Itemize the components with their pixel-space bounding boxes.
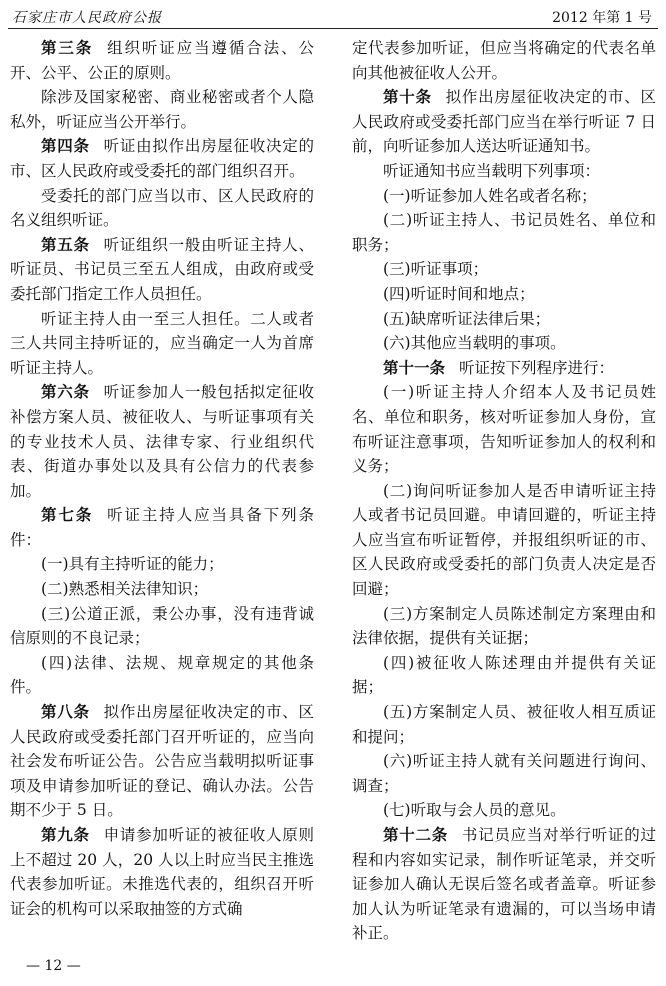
paragraph-text: 书记员应当对举行听证的过程和内容如实记录，制作听证笔录，并交听证参加人确认无误后签名或者盖章。听证参加人认为听证笔录有遗漏的，可以当场申请补正。	[352, 826, 656, 943]
paragraph	[352, 380, 656, 478]
paragraph-text: 定代表参加听证，但应当将确定的代表名单向其他被征收人公开。	[352, 39, 656, 82]
paragraph-text: 受委托的部门应当以市、区人民政府的名义组织听证。	[10, 186, 314, 230]
paragraph	[10, 577, 314, 602]
paragraph	[352, 257, 656, 282]
paragraph	[10, 602, 314, 651]
paragraph	[10, 380, 314, 503]
paragraph-text: (五)方案制定人员、被征收人相互质证和提问；	[352, 703, 656, 746]
paragraph-text: 听证主持人应当具备下列条件：	[10, 506, 314, 549]
paragraph	[10, 85, 314, 134]
header-rule	[8, 28, 658, 29]
article-number: 第十一条	[383, 357, 446, 377]
paragraph-text: 听证参加人一般包括拟定征收补偿方案人员、被征收人、与听证事项有关的专业技术人员、法律专家、行业组织代表、街道办事处以及具有公信力的代表参加。	[10, 383, 314, 500]
publication-title: 石家庄市人民政府公报	[12, 10, 162, 26]
article-number: 第八条	[41, 702, 90, 722]
paragraph-text: (三)听证事项；	[383, 260, 489, 279]
paragraph	[352, 331, 656, 356]
paragraph-text: (六)其他应当载明的事项。	[383, 334, 566, 353]
paragraph	[352, 184, 656, 209]
paragraph-text: 拟作出房屋征收决定的市、区人民政府或受委托部门召开听证的，应当向社会发布听证公告。公告应当载明拟听证事项及申请参加听证的登记、确认办法。公告期不少于 5 日。	[10, 703, 314, 820]
paragraph	[10, 307, 314, 381]
paragraph-text: 听证按下列程序进行：	[458, 358, 614, 377]
paragraph	[352, 479, 656, 602]
paragraph	[10, 36, 314, 85]
page-number: — 12 —	[26, 958, 81, 974]
paragraph-text: (七)听取与会人员的意见。	[383, 801, 566, 820]
paragraph	[352, 85, 656, 159]
article-number: 第九条	[41, 825, 90, 844]
left-column	[10, 36, 314, 921]
paragraph	[352, 307, 656, 332]
paragraph	[352, 700, 656, 749]
issue-number: 2012 年第 1 号	[552, 10, 652, 26]
article-number: 第五条	[41, 234, 90, 254]
paragraph	[352, 159, 656, 184]
paragraph-text: 组织听证应当遵循合法、公开、公平、公正的原则。	[10, 39, 314, 82]
paragraph-text: (四)被征收人陈述理由并提供有关证据；	[352, 653, 656, 697]
paragraph	[352, 208, 656, 257]
paragraph-text: (二)熟悉相关法律知识；	[41, 580, 209, 599]
article-number: 第四条	[41, 136, 90, 156]
paragraph-text: 听证组织一般由听证主持人、听证员、书记员三至五人组成，由政府或受委托部门指定工作人员担任。	[10, 235, 314, 303]
paragraph-text: (四)听证时间和地点；	[383, 284, 535, 303]
paragraph	[352, 282, 656, 307]
paragraph	[10, 134, 314, 183]
paragraph	[352, 356, 656, 381]
paragraph-text: 申请参加听证的被征收人原则上不超过 20 人，20 人以上时应当民主推选代表参加听证。未推选代表的，组织召开听证会的机构可以采取抽签的方式确	[10, 826, 314, 918]
paragraph	[352, 823, 656, 946]
paragraph	[352, 749, 656, 798]
paragraph-text: 除涉及国家秘密、商业秘密或者个人隐私外，听证应当公开举行。	[10, 88, 314, 131]
paragraph-text: 拟作出房屋征收决定的市、区人民政府或受委托部门应当在举行听证 7 日前，向听证参加人送达听证通知书。	[352, 88, 656, 156]
paragraph-text: 听证主持人由一至三人担任。二人或者三人共同主持听证的，应当确定一人为首席听证主持人。	[10, 309, 314, 377]
article-number: 第十条	[383, 87, 432, 107]
paragraph-text: 听证通知书应当载明下列事项：	[383, 161, 601, 180]
paragraph	[352, 602, 656, 651]
paragraph-text: (一)听证参加人姓名或者名称；	[383, 186, 597, 205]
paragraph	[10, 503, 314, 552]
article-number: 第十二条	[383, 825, 448, 844]
article-number: 第七条	[41, 505, 94, 525]
paragraph	[352, 651, 656, 700]
article-number: 第六条	[41, 382, 90, 402]
page-header	[0, 0, 666, 30]
paragraph-text: (一)听证主持人介绍本人及书记员姓名、单位和职务，核对听证参加人身份，宣布听证注意事项，告知听证参加人的权利和义务；	[352, 383, 656, 476]
paragraph-text: (三)方案制定人员陈述制定方案理由和法律依据，提供有关证据；	[352, 604, 656, 648]
paragraph-text: (二)听证主持人、书记员姓名、单位和职务；	[352, 211, 656, 254]
paragraph	[10, 184, 314, 233]
article-number: 第三条	[41, 38, 94, 57]
paragraph	[10, 651, 314, 700]
right-column	[352, 36, 656, 946]
paragraph	[10, 700, 314, 823]
paragraph-text: (一)具有主持听证的能力；	[41, 555, 224, 574]
paragraph	[352, 36, 656, 85]
paragraph	[10, 233, 314, 307]
paragraph-text: 听证由拟作出房屋征收决定的市、区人民政府或受委托的部门组织召开。	[10, 137, 314, 180]
paragraph	[352, 798, 656, 823]
paragraph-text: (三)公道正派，秉公办事，没有违背诚信原则的不良记录；	[10, 604, 314, 648]
paragraph	[10, 823, 314, 921]
paragraph-text: (五)缺席听证法律后果；	[383, 309, 551, 328]
paragraph-text: (二)询问听证参加人是否申请听证主持人或者书记员回避。申请回避的，听证主持人应当宣布听证暂停，并报组织听证的市、区人民政府或受委托的部门负责人决定是否回避；	[352, 481, 656, 599]
paragraph-text: (六)听证主持人就有关问题进行询问、调查；	[352, 752, 656, 795]
paragraph	[10, 552, 314, 577]
paragraph-text: (四)法律、法规、规章规定的其他条件。	[10, 653, 314, 697]
